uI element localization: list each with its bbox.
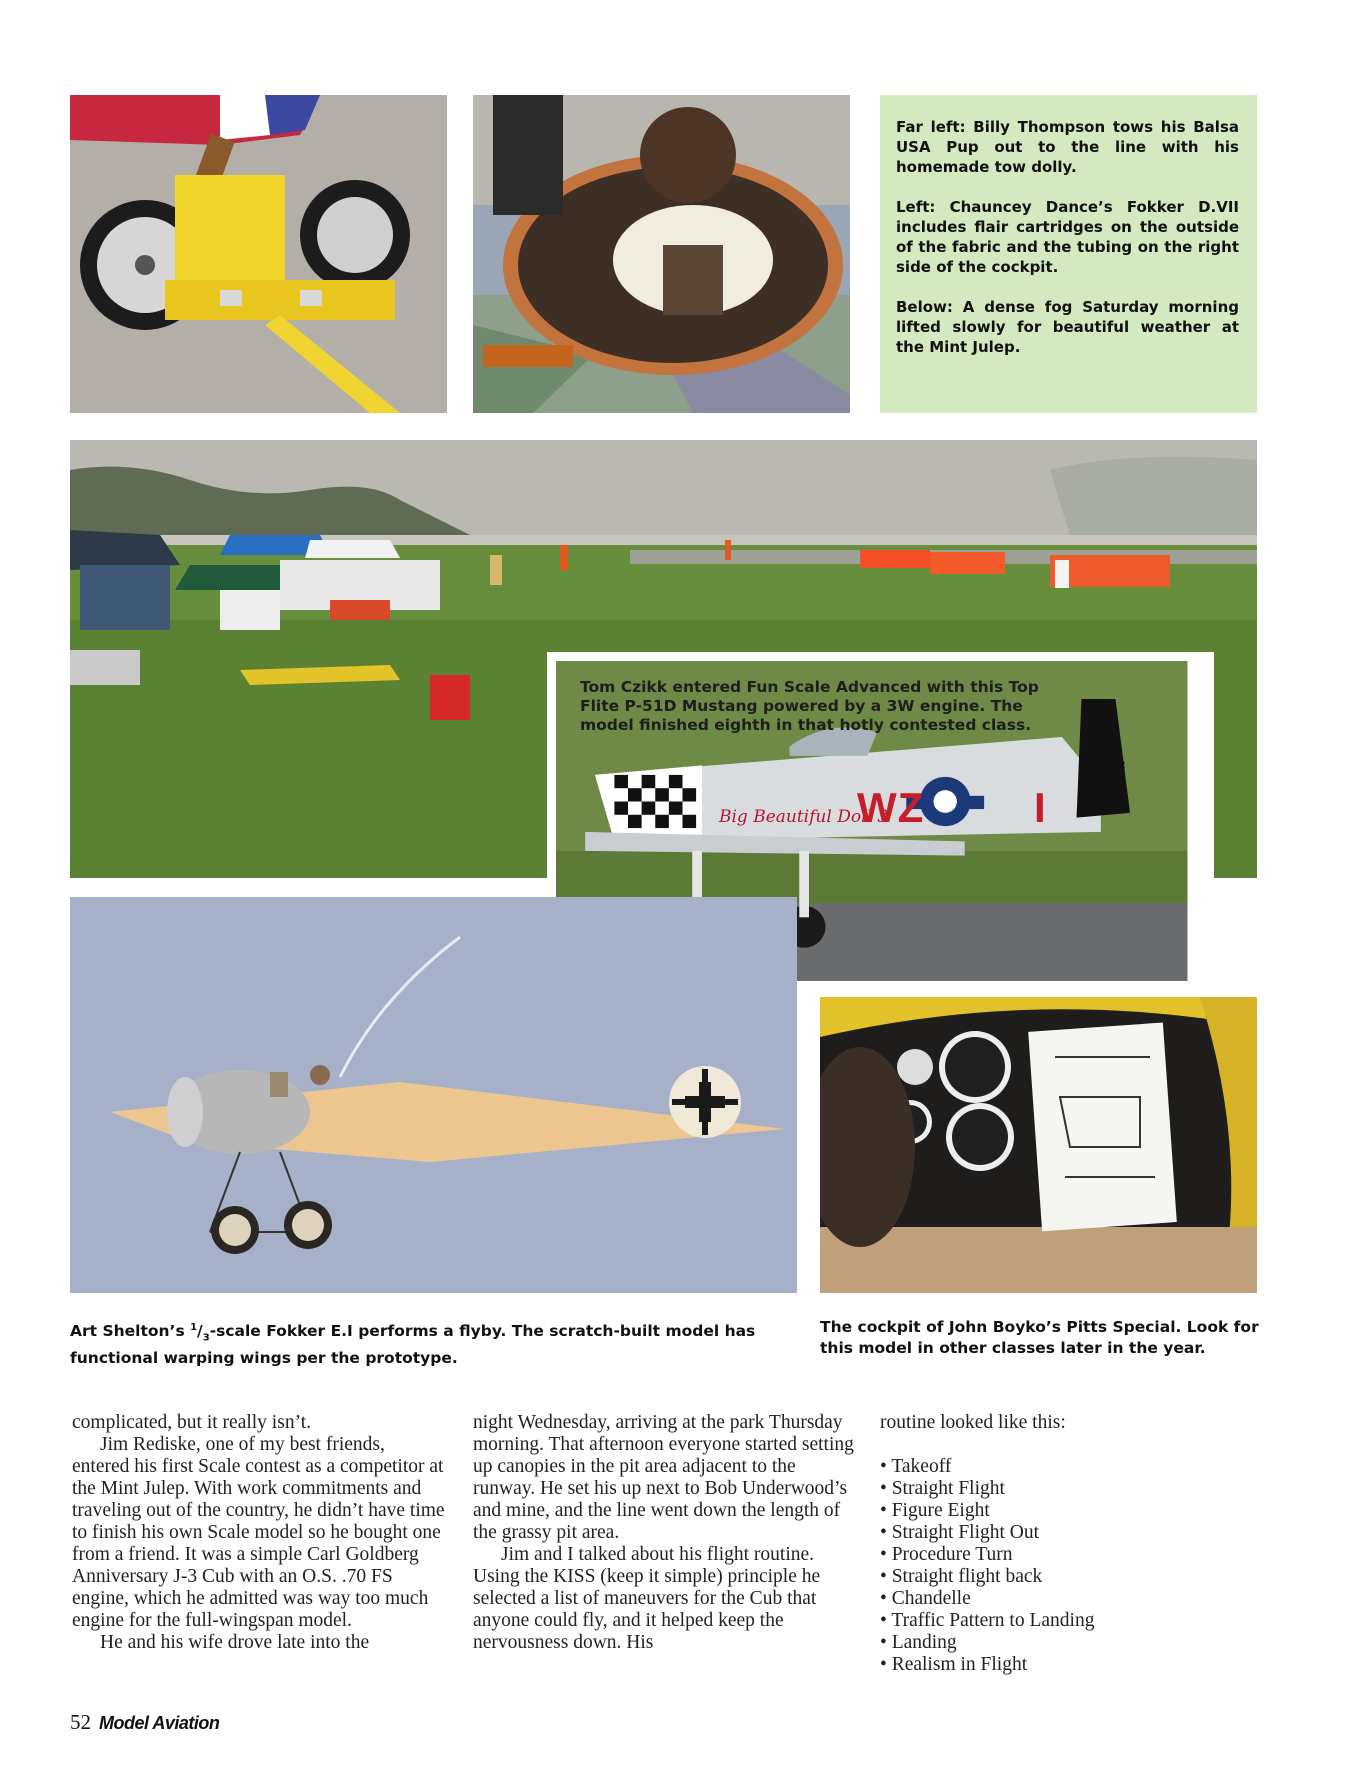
paragraph: Jim and I talked about his flight routine. Using the KISS (keep it simple) principle he selected a list of maneuvers for the Cub that anyone could fly, and it helped keep the nervousness down. His — [473, 1544, 821, 1653]
mustang-nose-art: Big Beautiful Doll 3 — [719, 807, 889, 827]
paragraph: He and his wife drove late into the — [100, 1632, 370, 1653]
caption-far-left: Far left: Billy Thompson tows his Balsa USA Pup out to the line with his homemade tow dolly. — [896, 118, 1239, 176]
caption-left: Left: Chauncey Dance’s Fokker D.VII includes flair cartridges on the outside of the fabric and the tubing on the right side of the cockpit. — [896, 198, 1239, 276]
article-column-3 — [880, 1412, 1255, 1676]
mustang-caption: Tom Czikk entered Fun Scale Advanced with this Top Flite P-51D Mustang powered by a 3W engine. The model finished eighth in that hotly contested class. — [580, 678, 1039, 734]
photo-fokker-cockpit — [473, 95, 850, 413]
paragraph: complicated, but it really isn’t. — [72, 1412, 311, 1433]
article-column-1 — [72, 1412, 447, 1654]
fraction-denominator: 3 — [202, 1332, 210, 1344]
paragraph: night Wednesday, arriving at the park Thursday morning. That afternoon everyone started setting up canopies in the pit area adjacent to the runway. He set his up next to Bob Underwood’s and mine, and the line went down the length of the grassy pit area. — [473, 1412, 854, 1543]
mustang-serial: 472218 — [1082, 758, 1126, 773]
paragraph: Jim Rediske, one of my best friends, entered his first Scale contest as a competitor at the Mint Julep. With work commitments and traveling out of the country, he didn’t have time to finish his own Scale model so he bought one from a friend. It was a simple Carl Goldberg Anniversary J-3 Cub with an O.S. .70 FS engine, which he admitted was way too much engine for the full-wingspan model. — [72, 1434, 445, 1631]
list-item: • Chandelle — [880, 1588, 971, 1609]
caption-below: Below: A dense fog Saturday morning lifted slowly for beautiful weather at the Mint Julep. — [896, 298, 1239, 356]
list-intro: routine looked like this: — [880, 1412, 1066, 1433]
list-item: • Realism in Flight — [880, 1654, 1028, 1675]
maneuver-list — [880, 1456, 1255, 1676]
list-item: • Straight Flight Out — [880, 1522, 1040, 1543]
list-item: • Traffic Pattern to Landing — [880, 1610, 1095, 1631]
list-item: • Landing — [880, 1632, 957, 1653]
list-item: • Straight Flight — [880, 1478, 1005, 1499]
mustang-code: WZ — [857, 784, 925, 831]
caption-fokker-flyby: Art Shelton’s $^1/_3$-scale Fokker E.I performs a flyby. The scratch-built model has functional warping wings per the prototype. — [70, 1322, 756, 1368]
article-column-2 — [473, 1412, 855, 1654]
sidebar-caption-box — [880, 95, 1257, 413]
caption-pitts: The cockpit of John Boyko’s Pitts Special. Look for this model in other classes later in the year. — [820, 1318, 1259, 1357]
fraction-numerator: 1 — [190, 1322, 198, 1333]
list-item: • Procedure Turn — [880, 1544, 1013, 1565]
list-item: • Straight flight back — [880, 1566, 1043, 1587]
photo-pitts-cockpit — [820, 997, 1257, 1293]
magazine-name: Model Aviation — [99, 1713, 220, 1733]
page-number: 52 — [70, 1710, 91, 1734]
mustang-letter: I — [1034, 784, 1046, 831]
list-item: • Takeoff — [880, 1456, 952, 1477]
photo-fokker-flyby — [70, 897, 797, 1293]
page-folio — [70, 1710, 219, 1735]
list-item: • Figure Eight — [880, 1500, 990, 1521]
photo-tow-dolly — [70, 95, 447, 413]
